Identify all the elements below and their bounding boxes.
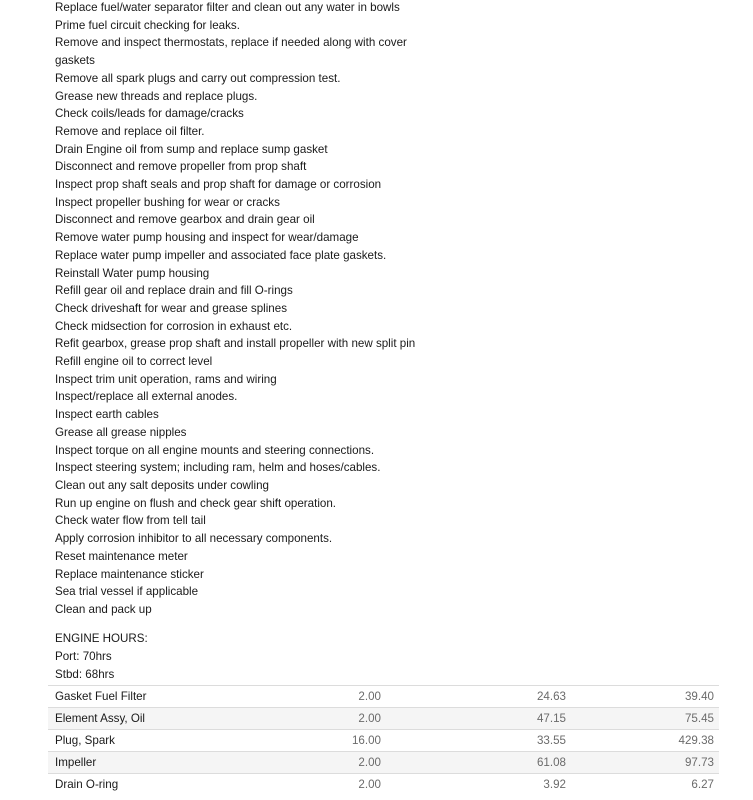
part-quantity: 16.00 [309,730,506,752]
checklist-item: Inspect trim unit operation, rams and wiring [55,372,277,386]
table-row [48,730,719,752]
checklist-item: Remove and replace oil filter. [55,124,205,138]
part-total: 97.73 [654,752,719,774]
table-row [48,774,719,796]
checklist-item: Run up engine on flush and check gear shift operation. [55,496,337,510]
checklist-item: Clean and pack up [55,602,152,616]
checklist-item: Inspect earth cables [55,408,159,422]
engine-hours-port: Port: 70hrs [55,649,112,663]
checklist-item: Replace maintenance sticker [55,567,204,581]
engine-hours-stbd: Stbd: 68hrs [55,667,115,681]
checklist-item: Refill gear oil and replace drain and fill O-rings [55,284,293,298]
checklist-item: Refill engine oil to correct level [55,355,213,369]
part-quantity: 2.00 [309,774,506,796]
part-unit-price: 24.63 [506,686,654,708]
part-description: Impeller [48,752,309,774]
checklist-item: Check coils/leads for damage/cracks [55,107,244,121]
part-unit-price: 3.92 [506,774,654,796]
checklist-item: Drain Engine oil from sump and replace sump gasket [55,142,328,156]
checklist-item: Reset maintenance meter [55,549,188,563]
part-unit-price: 61.08 [506,752,654,774]
part-total: 39.40 [654,686,719,708]
checklist-item: Prime fuel circuit checking for leaks. [55,18,240,32]
checklist-item: Check midsection for corrosion in exhaust etc. [55,319,293,333]
part-description: Gasket Fuel Filter [48,686,309,708]
checklist-item: Grease all grease nipples [55,425,187,439]
table-row [48,752,719,774]
engine-hours-heading: ENGINE HOURS: [55,632,148,645]
part-unit-price: 47.15 [506,708,654,730]
part-description: Element Assy, Oil [48,708,309,730]
checklist-item: Remove and inspect thermostats, replace if needed along with cover gaskets [55,36,407,68]
part-quantity: 2.00 [309,708,506,730]
part-total: 6.27 [654,774,719,796]
checklist-item: Inspect steering system; including ram, helm and hoses/cables. [55,461,381,475]
checklist-item: Check driveshaft for wear and grease splines [55,301,287,315]
checklist-item: Inspect propeller bushing for wear or cracks [55,195,280,209]
part-total: 429.38 [654,730,719,752]
engine-hours [55,630,148,683]
part-unit-price: 33.55 [506,730,654,752]
part-quantity: 2.00 [309,686,506,708]
checklist-item: Disconnect and remove propeller from prop shaft [55,160,307,174]
parts-table [48,685,719,795]
part-description: Drain O-ring [48,774,309,796]
service-checklist [55,0,435,619]
checklist-item: Reinstall Water pump housing [55,266,210,280]
part-quantity: 2.00 [309,752,506,774]
checklist-item: Inspect prop shaft seals and prop shaft for damage or corrosion [55,178,382,192]
checklist-item: Remove all spark plugs and carry out compression test. [55,71,341,85]
part-description: Plug, Spark [48,730,309,752]
checklist-item: Disconnect and remove gearbox and drain gear oil [55,213,315,227]
checklist-item: Clean out any salt deposits under cowling [55,478,269,492]
checklist-item: Inspect/replace all external anodes. [55,390,238,404]
checklist-item: Sea trial vessel if applicable [55,585,199,599]
part-total: 75.45 [654,708,719,730]
table-row [48,708,719,730]
checklist-item: Grease new threads and replace plugs. [55,89,258,103]
checklist-item: Apply corrosion inhibitor to all necessary components. [55,532,333,546]
checklist-item: Refit gearbox, grease prop shaft and install propeller with new split pin [55,337,416,351]
checklist-item: Replace fuel/water separator filter and clean out any water in bowls [55,1,400,14]
checklist-item: Check water flow from tell tail [55,514,206,528]
table-row [48,686,719,708]
checklist-item: Inspect torque on all engine mounts and steering connections. [55,443,375,457]
checklist-item: Remove water pump housing and inspect for wear/damage [55,231,359,245]
checklist-item: Replace water pump impeller and associated face plate gaskets. [55,248,387,262]
